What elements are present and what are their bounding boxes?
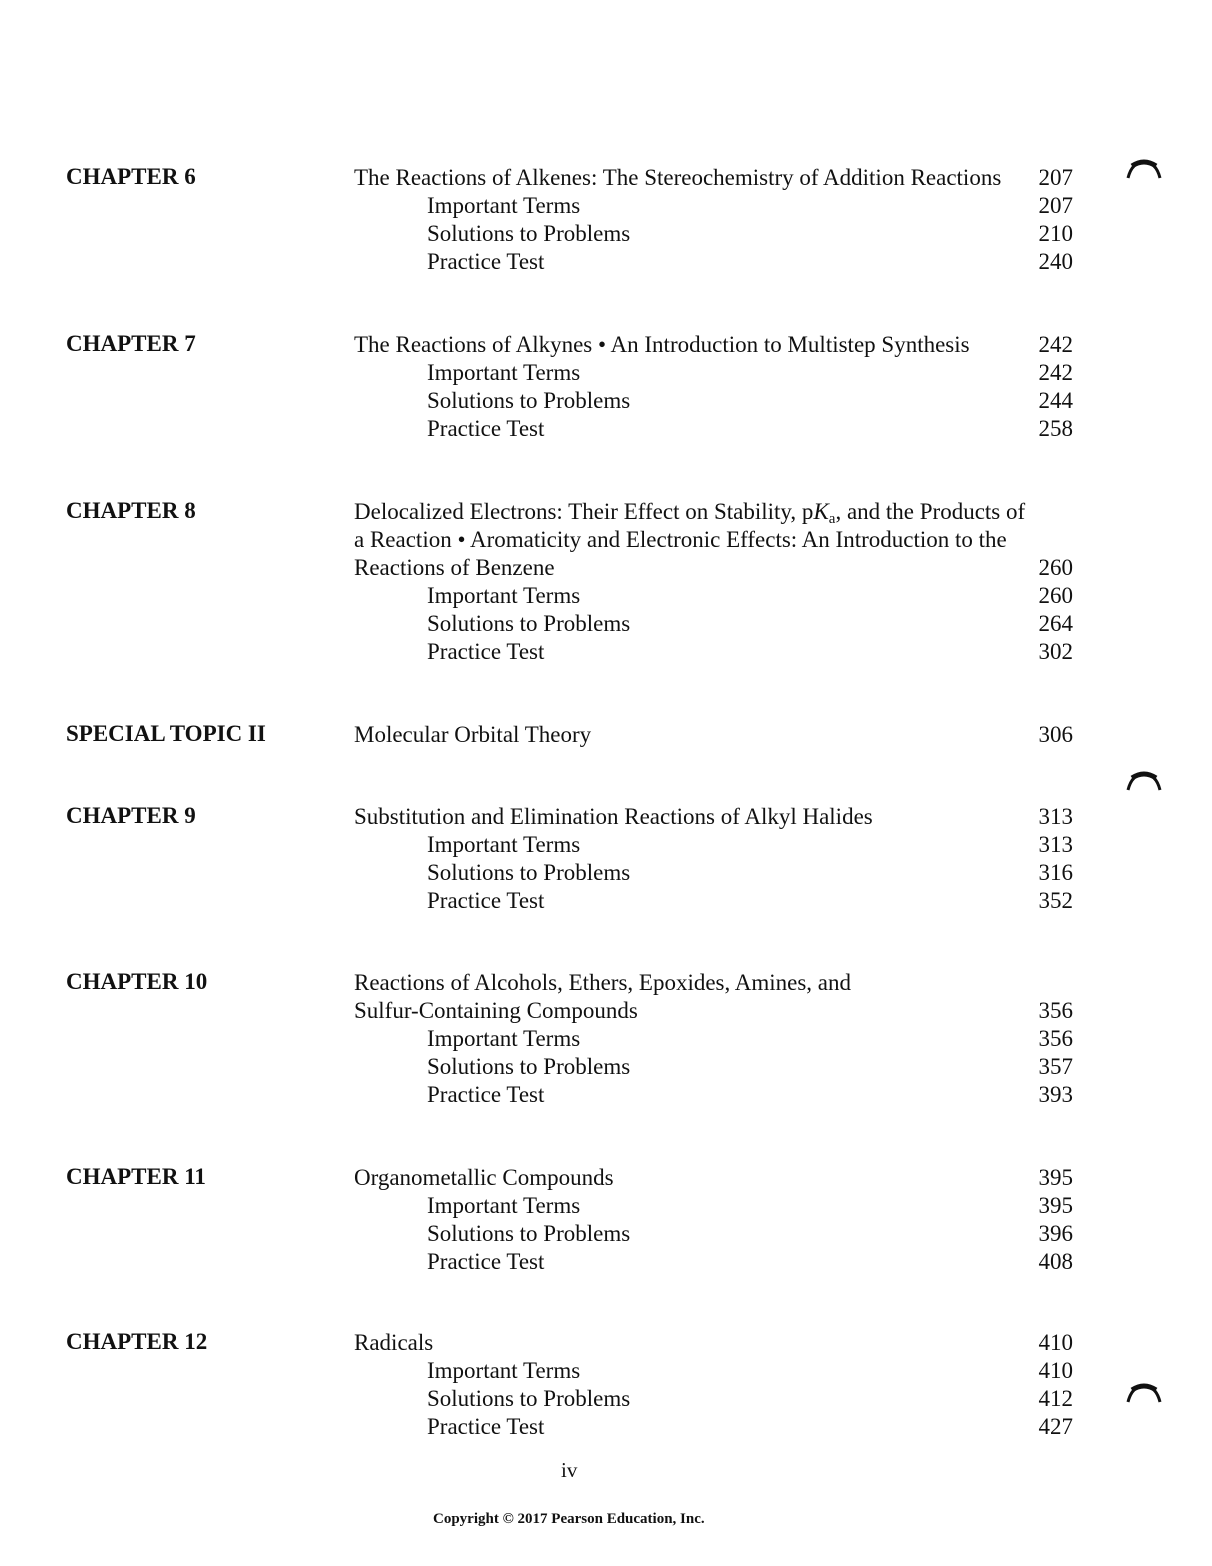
section-title: Important Terms xyxy=(427,1358,581,1383)
section-title: Practice Test xyxy=(427,1414,545,1439)
section-page-number: 408 xyxy=(1038,1249,1073,1274)
binder-hole-icon xyxy=(1124,156,1164,184)
section-title: Practice Test xyxy=(427,416,545,441)
binder-hole-icon xyxy=(1124,768,1164,796)
chapter-title: Organometallic Compounds xyxy=(354,1165,614,1190)
chapter-page-number: 207 xyxy=(1038,165,1073,190)
copyright-notice: Copyright © 2017 Pearson Education, Inc. xyxy=(433,1511,705,1527)
chapter-page-number: 395 xyxy=(1038,1165,1073,1190)
chapter-label: CHAPTER 9 xyxy=(66,803,196,828)
section-title: Practice Test xyxy=(427,249,545,274)
chapter-page-number: 356 xyxy=(1038,998,1073,1023)
section-page-number: 258 xyxy=(1038,416,1073,441)
section-page-number: 244 xyxy=(1038,388,1073,413)
section-page-number: 427 xyxy=(1038,1414,1073,1439)
chapter-title: The Reactions of Alkynes • An Introduction to Multistep Synthesis xyxy=(354,332,970,357)
section-page-number: 302 xyxy=(1038,639,1073,664)
chapter-page-number: 410 xyxy=(1038,1330,1073,1355)
section-title: Important Terms xyxy=(427,1026,581,1051)
section-title: Practice Test xyxy=(427,1082,545,1107)
chapter-label: CHAPTER 6 xyxy=(66,164,196,189)
section-page-number: 316 xyxy=(1038,860,1073,885)
binder-hole-icon xyxy=(1124,1380,1164,1408)
section-page-number: 210 xyxy=(1038,221,1073,246)
section-page-number: 410 xyxy=(1038,1358,1073,1383)
chapter-title: Sulfur-Containing Compounds xyxy=(354,998,638,1023)
section-title: Practice Test xyxy=(427,639,545,664)
section-title: Solutions to Problems xyxy=(427,221,631,246)
section-page-number: 242 xyxy=(1038,360,1073,385)
section-title: Solutions to Problems xyxy=(427,388,631,413)
section-title: Solutions to Problems xyxy=(427,611,631,636)
chapter-title: Reactions of Alcohols, Ethers, Epoxides, Amines, and xyxy=(354,970,851,995)
section-page-number: 207 xyxy=(1038,193,1073,218)
chapter-page-number: 242 xyxy=(1038,332,1073,357)
chapter-page-number: 306 xyxy=(1038,722,1073,747)
section-page-number: 313 xyxy=(1038,832,1073,857)
chapter-title: Substitution and Elimination Reactions of Alkyl Halides xyxy=(354,804,873,829)
section-title: Practice Test xyxy=(427,1249,545,1274)
section-page-number: 412 xyxy=(1038,1386,1073,1411)
section-page-number: 356 xyxy=(1038,1026,1073,1051)
section-page-number: 395 xyxy=(1038,1193,1073,1218)
section-page-number: 396 xyxy=(1038,1221,1073,1246)
section-title: Important Terms xyxy=(427,583,581,608)
chapter-label: CHAPTER 12 xyxy=(66,1329,208,1354)
chapter-label: SPECIAL TOPIC II xyxy=(66,721,266,746)
chapter-label: CHAPTER 10 xyxy=(66,969,208,994)
section-title: Important Terms xyxy=(427,360,581,385)
chapter-page-number: 260 xyxy=(1038,555,1073,580)
chapter-label: CHAPTER 7 xyxy=(66,331,196,356)
chapter-label: CHAPTER 11 xyxy=(66,1164,206,1189)
section-title: Important Terms xyxy=(427,193,581,218)
chapter-title: Reactions of Benzene xyxy=(354,555,555,580)
chapter-title: a Reaction • Aromaticity and Electronic Effects: An Introduction to the xyxy=(354,527,1007,552)
section-title: Practice Test xyxy=(427,888,545,913)
chapter-label: CHAPTER 8 xyxy=(66,498,196,523)
section-title: Solutions to Problems xyxy=(427,1221,631,1246)
page-number: iv xyxy=(561,1458,578,1482)
section-title: Solutions to Problems xyxy=(427,1386,631,1411)
section-page-number: 393 xyxy=(1038,1082,1073,1107)
section-title: Solutions to Problems xyxy=(427,860,631,885)
section-page-number: 352 xyxy=(1038,888,1073,913)
section-title: Important Terms xyxy=(427,1193,581,1218)
chapter-page-number: 313 xyxy=(1038,804,1073,829)
section-page-number: 260 xyxy=(1038,583,1073,608)
chapter-title: Molecular Orbital Theory xyxy=(354,722,592,747)
chapter-title: Radicals xyxy=(354,1330,434,1355)
section-title: Important Terms xyxy=(427,832,581,857)
section-page-number: 357 xyxy=(1038,1054,1073,1079)
chapter-title: Delocalized Electrons: Their Effect on Stability, $pK_a$, and the Products of xyxy=(354,499,1026,527)
section-title: Solutions to Problems xyxy=(427,1054,631,1079)
chapter-title: The Reactions of Alkenes: The Stereochemistry of Addition Reactions xyxy=(354,165,1002,190)
section-page-number: 264 xyxy=(1038,611,1073,636)
section-page-number: 240 xyxy=(1038,249,1073,274)
